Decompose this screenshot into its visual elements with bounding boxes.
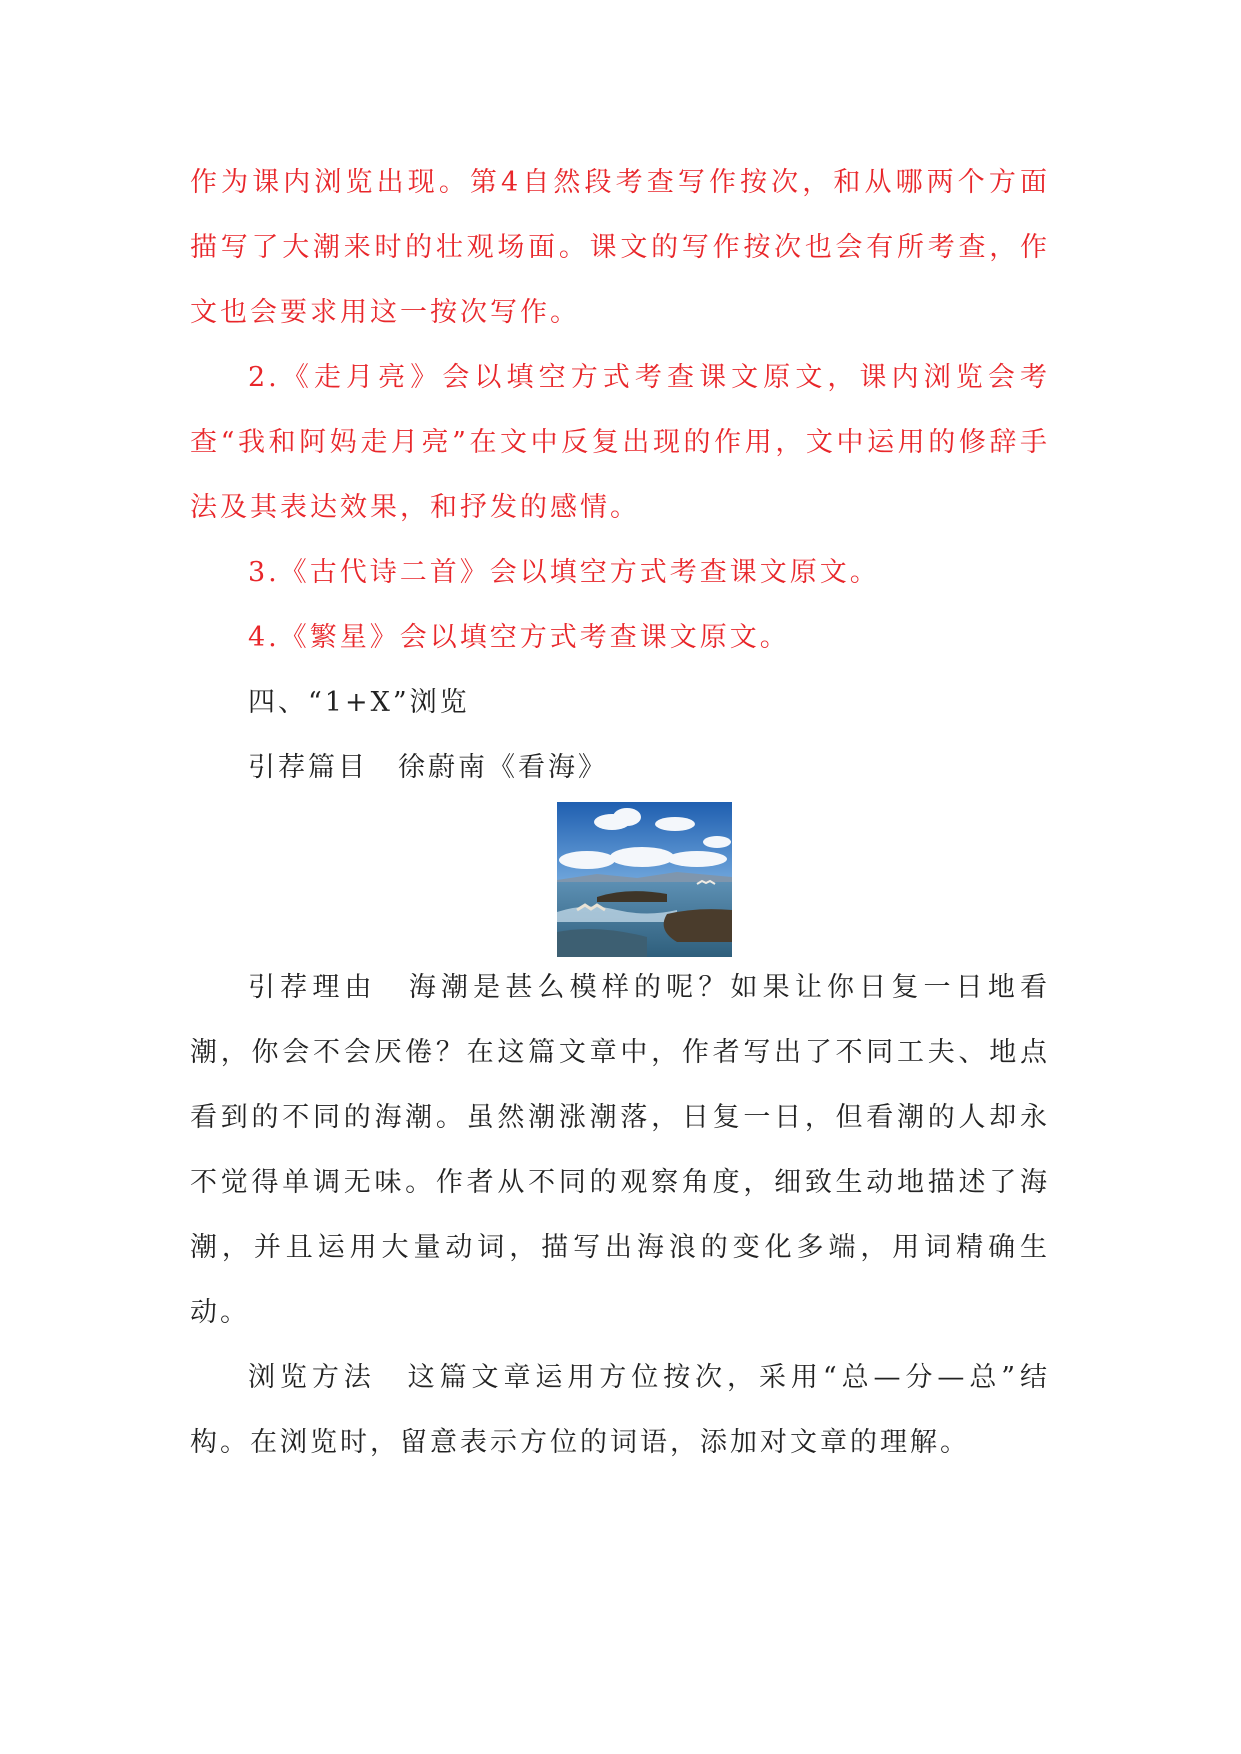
reading-section-body (190, 955, 1050, 1475)
item-2: 2.《走月亮》会以填空方式考查课文原文，课内浏览会考查“我和阿妈走月亮”在文中反复出现的作用，文中运用的修辞手法及其表达效果，和抒发的感情。 (190, 362, 1050, 523)
item-1-tail: 作为课内浏览出现。第4自然段考查写作按次，和从哪两个方面描写了大潮来时的壮观场面。课文的写作按次也会有所考查，作文也会要求用这一按次写作。 (190, 167, 1050, 328)
item-4: 4.《繁星》会以填空方式考查课文原文。 (248, 622, 790, 653)
item-3: 3.《古代诗二首》会以填空方式考查课文原文。 (248, 557, 880, 588)
recommend-reason: 引荐理由 海潮是甚么模样的呢？如果让你日复一日地看潮，你会不会厌倦？在这篇文章中，作者写出了不同工夫、地点看到的不同的海潮。虽然潮涨潮落，日复一日，但看潮的人却永不觉得单调无味。作者从不同的观察角度，细致生动地描述了海潮，并且运用大量动词，描写出海浪的变化多端，用词精确生动。 (190, 972, 1050, 1328)
reading-method: 浏览方法 这篇文章运用方位按次，采用“总—分—总”结构。在浏览时，留意表示方位的词语，添加对文章的理解。 (190, 1362, 1050, 1458)
recommended-title: 引荐篇目 徐蔚南《看海》 (248, 752, 608, 783)
sea-photo (557, 802, 732, 957)
exam-notes-red (190, 150, 1050, 670)
reading-section-header (190, 670, 1050, 800)
section-heading: 四、“1+X”浏览 (248, 687, 470, 718)
